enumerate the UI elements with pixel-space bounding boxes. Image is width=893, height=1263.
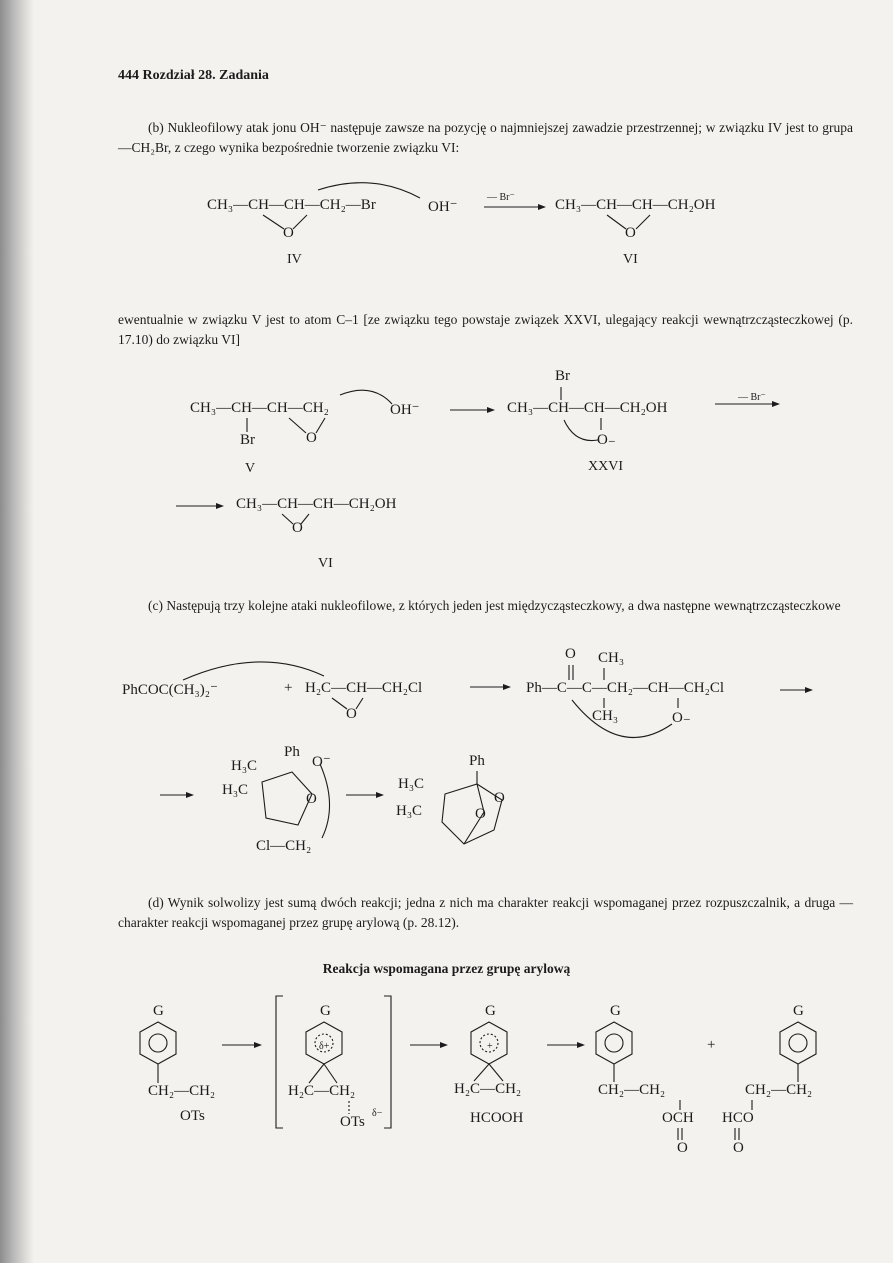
scheme4-s1-ots: OTs	[180, 1108, 205, 1124]
scheme3-ring-h3c-bottom: H₃C	[222, 782, 249, 798]
scheme4-plus: +	[707, 1037, 716, 1053]
scheme4-s4-g: G	[610, 1003, 621, 1019]
scheme3-ring-o: O	[306, 791, 317, 807]
scheme4-s2-g: G	[320, 1003, 331, 1019]
scheme4-s5-hco: HCO	[722, 1110, 754, 1126]
scheme3-mid-main: Ph—C—C—CH₂—CH—CH₂Cl	[526, 680, 724, 696]
paragraph-b: (b) Nukleofilowy atak jonu OH⁻ następuje zawsze na pozycję o najmniejszej zawadzie przestrzennej; w związku IV jest to grupa —CH₂Br, z czego wynika bezpośrednie tworzenie związku VI:	[118, 120, 853, 155]
scheme3-reagent2-oxygen: O	[346, 706, 357, 722]
scheme2-arrow-label: — Br⁻	[738, 392, 766, 403]
scheme3-mid-o-minus: O₋	[672, 710, 691, 726]
scheme3-bicyclic-o1: O	[494, 790, 505, 806]
scheme1-arrow-label: — Br⁻	[487, 192, 515, 203]
scheme3-lines	[160, 662, 813, 844]
paragraph-b2: ewentualnie w związku V jest to atom C–1 [ze związku tego powstaje związek XXVI, ulegający reakcji wewnątrzcząsteczkowej (p. 17.10) do związku VI]	[118, 312, 853, 347]
scheme4-s3-plus: +	[487, 1041, 493, 1052]
scheme1-label-vi: VI	[623, 252, 638, 267]
scheme3-ring-ph: Ph	[284, 744, 300, 760]
scheme3-plus: +	[284, 680, 293, 696]
scheme3-ring-cl: Cl—CH₂	[256, 838, 312, 854]
scheme1-product: CH₃—CH—CH—CH₂OH	[555, 197, 716, 213]
scheme1-product-oxygen: O	[625, 225, 636, 241]
scheme3-mid-ch3-bottom: CH₃	[592, 708, 619, 724]
scheme4-s2-delta: δ−	[372, 1108, 383, 1119]
page-header: 444 Rozdział 28. Zadania	[118, 68, 269, 83]
scheme1-reactant: CH₃—CH—CH—CH₂—Br	[207, 197, 376, 213]
scheme4-s5-g: G	[793, 1003, 804, 1019]
scheme2-mid-oxygen: O₋	[597, 432, 616, 448]
scheme4-s4-o: O	[677, 1140, 688, 1156]
scheme4-s2-chain: H₂C—CH₂	[288, 1083, 356, 1099]
scheme3-mid-oxygen: O	[565, 646, 576, 662]
scheme2-reactant-br: Br	[240, 432, 255, 448]
scheme3-reagent2: H₂C—CH—CH₂Cl	[305, 680, 423, 696]
scheme3-bicyclic-h3c-bottom: H₃C	[396, 803, 423, 819]
scheme2-reactant-oxygen: O	[306, 430, 317, 446]
scheme4-s4-och: OCH	[662, 1110, 694, 1126]
scheme2-product: CH₃—CH—CH—CH₂OH	[236, 496, 397, 512]
scheme3-bicyclic-ph: Ph	[469, 753, 485, 769]
scheme2-mid-br: Br	[555, 368, 570, 384]
scheme1-nucleophile: OH⁻	[428, 199, 458, 215]
scheme4-s1-g: G	[153, 1003, 164, 1019]
scheme2-mid: CH₃—CH—CH—CH₂OH	[507, 400, 668, 416]
scheme2-label-v: V	[245, 461, 256, 476]
scheme2-lines	[176, 387, 780, 524]
section-title: Reakcja wspomagana przez grupę arylową	[322, 961, 571, 976]
scheme3-ring-h3c-top: H₃C	[231, 758, 258, 774]
scheme3-mid-ch3-top: CH₃	[598, 650, 625, 666]
scheme1-lines	[263, 183, 650, 229]
scheme2-product-oxygen: O	[292, 520, 303, 536]
scheme2-label-xxvi: XXVI	[588, 459, 623, 474]
scheme4-s3-hcooh: HCOOH	[470, 1110, 524, 1126]
scheme2-label-vi: VI	[318, 556, 333, 571]
scheme1-label-iv: IV	[287, 252, 302, 267]
paragraph-d: (d) Wynik solwolizy jest sumą dwóch reakcji; jedna z nich ma charakter reakcji wspomaganej przez rozpuszczalnik, a druga — charakter reakcji wspomaganej przez grupę arylową (p. 28.12).	[118, 895, 853, 930]
scheme1-reactant-oxygen: O	[283, 225, 294, 241]
scheme3-ring-o-minus: O⁻	[312, 754, 331, 770]
scheme4-s5-chain: CH₂—CH₂	[745, 1082, 813, 1098]
scheme4-s1-chain: CH₂—CH₂	[148, 1083, 216, 1099]
scheme3-bicyclic-h3c-top: H₃C	[398, 776, 425, 792]
scheme4-s4-chain: CH₂—CH₂	[598, 1082, 666, 1098]
scheme4-s5-o: O	[733, 1140, 744, 1156]
scheme4-s3-g: G	[485, 1003, 496, 1019]
scheme2-nucleophile: OH⁻	[390, 402, 420, 418]
scheme3-reagent1: PhCOC(CH₃)₂⁻	[122, 682, 218, 698]
scheme4-s3-chain: H₂C—CH₂	[454, 1081, 522, 1097]
scheme4-s2-plus: δ+	[319, 1041, 330, 1052]
scheme2-reactant: CH₃—CH—CH—CH₂	[190, 400, 329, 416]
scheme4-s2-ots: OTs	[340, 1114, 365, 1130]
scheme4-lines	[140, 996, 816, 1140]
scheme3-bicyclic-o2: O	[475, 806, 486, 822]
paragraph-c: (c) Następują trzy kolejne ataki nukleofilowe, z których jeden jest międzycząsteczkowy, a dwa następne wewnątrzcząsteczkowe	[148, 598, 841, 613]
